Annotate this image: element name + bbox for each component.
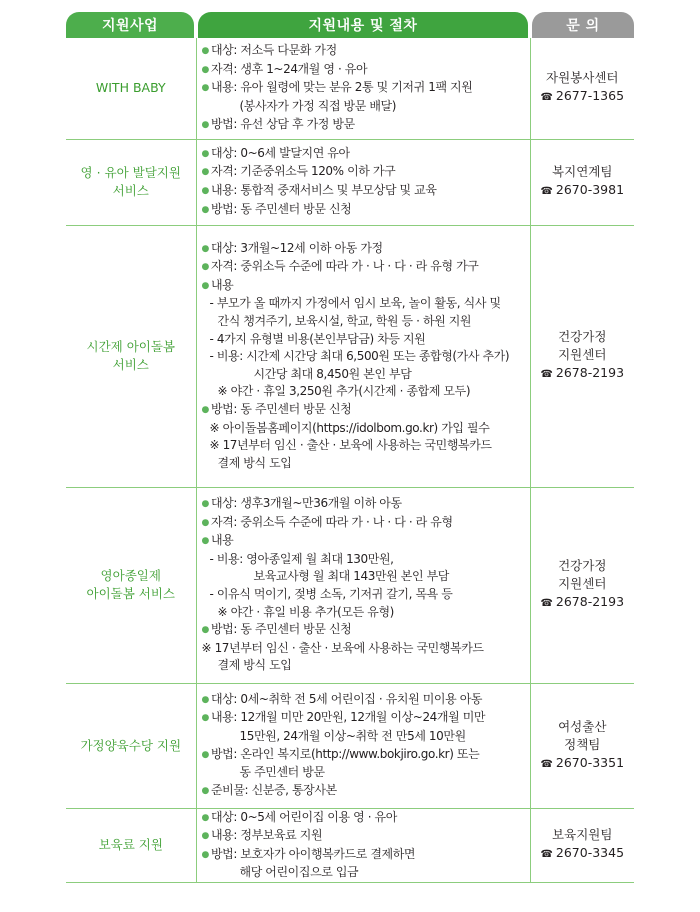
detail-line — [202, 437, 526, 455]
detail-line — [202, 495, 526, 514]
detail-line — [202, 295, 526, 313]
detail-line — [202, 79, 526, 98]
phone-number: 2670-3981 — [555, 182, 625, 197]
detail-text: ※ 아이돌봄홈페이지(https://idolbom.go.kr) 가입 필수 — [209, 420, 490, 435]
phone-number: 2678-2193 — [555, 594, 625, 609]
detail-line — [202, 258, 526, 277]
detail-line — [202, 420, 526, 438]
program-details — [196, 683, 530, 808]
contact-dept: 지원센터 — [558, 576, 607, 591]
program-name-line: 시간제 아이돌봄 — [86, 339, 175, 354]
detail-text: 결제 방식 도입 — [217, 658, 292, 673]
program-name-line: 영 · 유아 발달지원 — [80, 165, 181, 180]
detail-line — [202, 604, 526, 622]
contact-dept: 여성출산 — [558, 718, 607, 734]
bullet-icon: ● — [201, 262, 209, 273]
detail-text: 대상: 0~5세 어린이집 이용 영 · 유아 — [210, 809, 397, 824]
detail-text: 자격: 기준중위소득 120% 이하 가구 — [210, 164, 396, 179]
table-row — [66, 487, 634, 683]
detail-line — [202, 514, 526, 533]
bullet-icon: ● — [201, 831, 209, 842]
detail-line — [202, 455, 526, 473]
detail-line — [202, 313, 526, 331]
detail-text: 자격: 생후 1~24개월 영 · 유아 — [210, 61, 368, 76]
program-details — [196, 139, 530, 225]
detail-line — [202, 366, 526, 384]
contact-info — [530, 683, 634, 808]
detail-line — [202, 809, 526, 828]
bullet-icon: ● — [201, 243, 209, 254]
contact-dept: 건강가정 — [558, 329, 607, 344]
bullet-icon: ● — [201, 517, 209, 528]
program-details — [196, 808, 530, 882]
bullet-icon: ● — [201, 713, 209, 724]
detail-line — [202, 163, 526, 182]
table-row — [66, 808, 634, 882]
detail-line — [202, 145, 526, 164]
detail-text: 방법: 동 주민센터 방문 신청 — [210, 201, 352, 216]
bullet-icon: ● — [201, 204, 209, 215]
bullet-icon: ● — [201, 167, 209, 178]
program-name — [66, 808, 196, 882]
bullet-icon: ● — [201, 83, 209, 94]
program-details — [196, 38, 530, 139]
detail-text: 15만원, 24개월 이상~취학 전 만5세 10만원 — [239, 728, 466, 743]
detail-text: 준비물: 신분증, 통장사본 — [210, 782, 337, 797]
detail-line — [202, 348, 526, 366]
program-details — [196, 225, 530, 487]
program-name-line: 아이돌봄 서비스 — [86, 586, 175, 601]
support-table — [66, 38, 634, 883]
detail-line — [202, 728, 526, 746]
bullet-icon: ● — [201, 186, 209, 196]
detail-text: ※ 17년부터 임신 · 출산 · 보육에 사용하는 국민행복카드 — [209, 438, 492, 453]
detail-text: (봉사자가 가정 직접 방문 배달) — [239, 99, 397, 114]
detail-text: 간식 챙겨주기, 보육시설, 학교, 학원 등 · 하원 지원 — [217, 314, 472, 329]
contact-dept: 건강가정 — [558, 558, 607, 573]
phone-icon: ☎ — [540, 369, 553, 380]
table-row — [66, 38, 634, 139]
bullet-icon: ● — [201, 404, 209, 415]
detail-line — [202, 846, 526, 865]
program-name-line: 가정양육수당 지원 — [80, 737, 182, 753]
detail-line — [202, 782, 526, 801]
detail-line — [202, 182, 526, 201]
bullet-icon: ● — [201, 499, 209, 510]
detail-line — [202, 401, 526, 420]
phone-icon: ☎ — [540, 186, 553, 197]
detail-text: - 이유식 먹이기, 젖병 소독, 기저귀 갈기, 목욕 등 — [209, 587, 453, 601]
detail-text: - 비용: 영아종일제 월 최대 130만원, — [209, 551, 394, 566]
contact-info — [530, 225, 634, 487]
detail-text: ※ 17년부터 임신 · 출산 · 보육에 사용하는 국민행복카드 — [201, 640, 484, 655]
detail-line — [202, 331, 526, 349]
bullet-icon: ● — [201, 812, 209, 823]
detail-line — [202, 551, 526, 569]
detail-text: 방법: 보호자가 아이행복카드로 결제하면 — [210, 846, 416, 861]
detail-line — [202, 657, 526, 675]
phone-icon: ☎ — [540, 598, 553, 609]
detail-line — [202, 586, 526, 604]
detail-line — [202, 116, 526, 135]
detail-text: ※ 야간 · 휴일 비용 추가(모든 유형) — [217, 604, 394, 619]
bullet-icon: ● — [201, 119, 209, 130]
program-name — [66, 225, 196, 487]
detail-line — [202, 764, 526, 782]
phone-number: 2670-3345 — [555, 845, 625, 861]
bullet-icon: ● — [201, 849, 209, 860]
contact-dept: 자원봉사센터 — [546, 70, 619, 86]
program-name — [66, 139, 196, 225]
detail-text: 방법: 동 주민센터 방문 신청 — [210, 622, 352, 637]
contact-dept: 보육지원팀 — [552, 827, 613, 843]
phone-number: 2670-3351 — [555, 754, 625, 770]
contact-dept: 복지연계팀 — [552, 164, 613, 179]
detail-text: 내용: 유아 월령에 맞는 분유 2통 및 기저귀 1팩 지원 — [210, 80, 473, 95]
detail-text: 방법: 동 주민센터 방문 신청 — [210, 401, 352, 416]
bullet-icon: ● — [201, 749, 209, 760]
header-inquiry: 문 의 — [532, 12, 634, 38]
detail-line — [202, 240, 526, 259]
detail-line — [202, 277, 526, 296]
detail-text: ※ 야간 · 휴일 3,250원 추가(시간제 · 종합제 모두) — [217, 384, 471, 399]
phone-icon: ☎ — [540, 92, 553, 104]
contact-dept: 정책팀 — [564, 736, 601, 752]
detail-line — [202, 864, 526, 882]
detail-text: 대상: 생후3개월~만36개월 이하 아동 — [210, 496, 402, 511]
detail-text: 동 주민센터 방문 — [239, 765, 325, 780]
detail-text: 해당 어린이집으로 입금 — [239, 865, 359, 880]
detail-line — [202, 709, 526, 728]
header-content: 지원내용 및 절차 — [198, 12, 528, 38]
program-name-line: WITH BABY — [95, 80, 166, 96]
bullet-icon: ● — [201, 625, 209, 636]
bullet-icon: ● — [201, 280, 209, 291]
detail-line — [202, 201, 526, 220]
contact-dept: 지원센터 — [558, 347, 607, 362]
program-name — [66, 683, 196, 808]
detail-text: 자격: 중위소득 수준에 따라 가 · 나 · 다 · 라 유형 — [210, 514, 453, 529]
detail-line — [202, 98, 526, 116]
detail-text: 내용: 통합적 중재서비스 및 부모상담 및 교육 — [210, 183, 437, 197]
detail-text: 내용 — [210, 533, 234, 548]
table-row — [66, 683, 634, 808]
header-program: 지원사업 — [66, 12, 194, 38]
detail-text: 보육교사형 월 최대 143만원 본인 부담 — [253, 569, 449, 584]
table-row — [66, 225, 634, 487]
detail-text: - 부모가 올 때까지 가정에서 임시 보육, 놀이 활동, 식사 및 — [209, 296, 501, 311]
program-name-line: 서비스 — [112, 183, 149, 198]
contact-info — [530, 808, 634, 882]
program-name-line: 영아종일제 — [100, 568, 161, 583]
detail-line — [202, 383, 526, 401]
table-row — [66, 139, 634, 225]
bullet-icon: ● — [201, 694, 209, 705]
detail-text: 방법: 온라인 복지로(http://www.bokjiro.go.kr) 또는 — [210, 746, 480, 761]
bullet-icon: ● — [201, 536, 209, 547]
detail-line — [202, 640, 526, 658]
program-name-line: 서비스 — [112, 357, 149, 372]
detail-line — [202, 621, 526, 640]
detail-text: 내용 — [210, 277, 234, 292]
contact-info — [530, 38, 634, 139]
phone-icon: ☎ — [540, 758, 553, 770]
detail-line — [202, 568, 526, 586]
program-details — [196, 487, 530, 683]
detail-text: 대상: 0세~취학 전 5세 어린이집 · 유치원 미이용 아동 — [210, 691, 483, 706]
detail-text: 내용: 정부보육료 지원 — [210, 828, 323, 843]
detail-text: 대상: 저소득 다문화 가정 — [210, 43, 337, 58]
detail-line — [202, 42, 526, 61]
detail-line — [202, 827, 526, 846]
detail-line — [202, 746, 526, 765]
program-name — [66, 487, 196, 683]
detail-text: 방법: 유선 상담 후 가정 방문 — [210, 116, 355, 131]
program-name — [66, 38, 196, 139]
detail-text: 결제 방식 도입 — [217, 455, 292, 470]
phone-number: 2678-2193 — [555, 365, 625, 380]
phone-number: 2677-1365 — [555, 88, 625, 104]
program-name-line: 보육료 지원 — [98, 837, 163, 853]
detail-text: - 비용: 시간제 시간당 최대 6,500원 또는 종합형(가사 추가) — [209, 349, 510, 364]
bullet-icon: ● — [201, 148, 209, 159]
bullet-icon: ● — [201, 64, 209, 75]
detail-text: 대상: 0~6세 발달지연 유아 — [210, 145, 350, 160]
bullet-icon: ● — [201, 46, 209, 57]
bullet-icon: ● — [201, 785, 209, 796]
contact-info — [530, 139, 634, 225]
phone-icon: ☎ — [540, 849, 553, 861]
detail-text: 내용: 12개월 미만 20만원, 12개월 이상~24개월 미만 — [210, 710, 486, 725]
detail-text: 대상: 3개월~12세 이하 아동 가정 — [210, 240, 383, 255]
detail-line — [202, 532, 526, 551]
detail-text: - 4가지 유형별 비용(본인부담금) 차등 지원 — [209, 331, 426, 346]
detail-text: 자격: 중위소득 수준에 따라 가 · 나 · 다 · 라 유형 가구 — [210, 259, 479, 274]
detail-text: 시간당 최대 8,450원 본인 부담 — [253, 366, 412, 381]
contact-info — [530, 487, 634, 683]
detail-line — [202, 61, 526, 80]
detail-line — [202, 691, 526, 710]
